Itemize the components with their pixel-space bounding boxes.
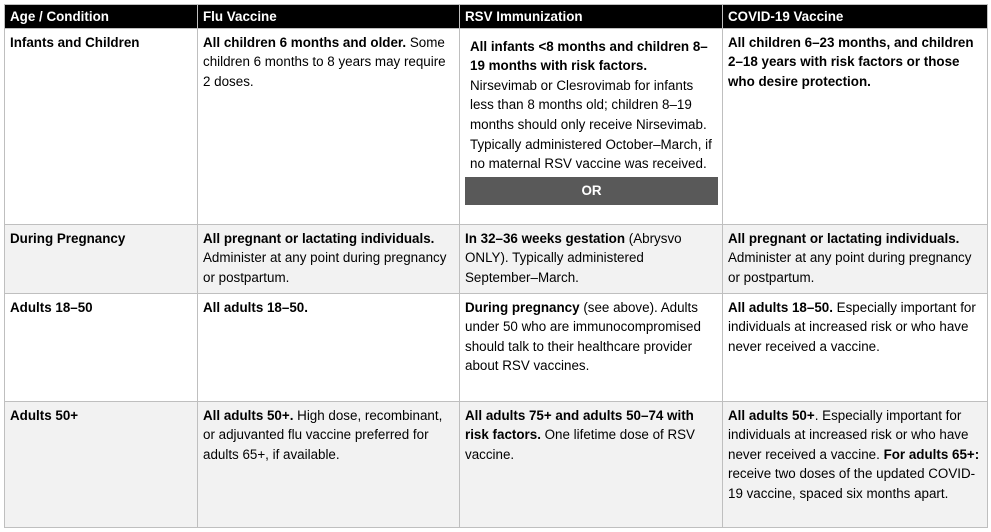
covid-text: . Especially important for individuals at increased risk or who have never received a vaccine.: [728, 407, 969, 462]
covid-text: Administer at any point during pregnancy or postpartum.: [728, 250, 972, 285]
flu-cell: [198, 224, 460, 293]
condition-cell: Adults 18–50: [5, 293, 198, 401]
covid-cell: [723, 28, 988, 224]
rsv-bold-text: During pregnancy: [465, 299, 580, 315]
condition-cell: Adults 50+: [5, 401, 198, 527]
rsv-cell: [460, 293, 723, 401]
condition-cell: During Pregnancy: [5, 224, 198, 293]
header-row: [5, 5, 988, 29]
flu-text: Some children 6 months to 8 years may require 2 doses.: [203, 34, 446, 89]
flu-cell: [198, 28, 460, 224]
rsv-text: Nirsevimab or Clesrovimab for infants less than 8 months old; children 8–19 months should only receive Nirsevimab. Typically administered October–March, if no maternal RSV vaccine was received.: [470, 77, 712, 172]
covid-bold-text: All adults 18–50.: [728, 299, 833, 315]
flu-bold-text: All children 6 months and older.: [203, 34, 407, 50]
rsv-bold-text: In 32–36 weeks gestation: [465, 230, 626, 246]
rsv-text: One lifetime dose of RSV vaccine.: [465, 427, 695, 462]
rsv-bold-text: All infants <8 months and children 8–19 months with risk factors.: [470, 38, 708, 74]
row-adults-18-50: [5, 293, 988, 401]
header-rsv-immunization: RSV Immunization: [460, 5, 723, 29]
row-during-pregnancy: [5, 224, 988, 293]
flu-bold-text: All pregnant or lactating individuals.: [203, 230, 435, 246]
covid-cell: [723, 224, 988, 293]
rsv-text: (see above). Adults under 50 who are immunocompromised should talk to their healthcare provider about RSV vaccines.: [465, 299, 701, 374]
vaccine-recommendations-table: [4, 4, 988, 528]
covid-cell: [723, 401, 988, 527]
covid-bold-text: All children 6–23 months, and children 2–18 years with risk factors or those who desire protection.: [728, 34, 974, 89]
rsv-text: (Abrysvo ONLY). Typically administered September–March.: [465, 230, 682, 285]
covid-bold-text: All pregnant or lactating individuals.: [728, 230, 960, 246]
row-adults-50-plus: [5, 401, 988, 527]
flu-bold-text: All adults 18–50.: [203, 299, 308, 315]
flu-text: High dose, recombinant, or adjuvanted flu vaccine preferred for adults 65+, if available.: [203, 407, 443, 462]
covid-text-2: receive two doses of the updated COVID-19 vaccine, spaced six months apart.: [728, 466, 976, 501]
condition-cell: Infants and Children: [5, 28, 198, 224]
covid-bold-text: All adults 50+: [728, 407, 815, 423]
rsv-cell: [460, 224, 723, 293]
or-divider: OR: [465, 177, 718, 205]
rsv-infant-block: [465, 33, 718, 177]
header-covid-vaccine: COVID-19 Vaccine: [723, 5, 988, 29]
flu-cell: [198, 293, 460, 401]
rsv-cell: [460, 401, 723, 527]
rsv-bold-text: All adults 75+ and adults 50–74 with risk factors.: [465, 407, 694, 443]
rsv-cell: [460, 28, 723, 224]
flu-bold-text: All adults 50+.: [203, 407, 294, 423]
flu-text: Administer at any point during pregnancy or postpartum.: [203, 250, 447, 285]
covid-cell: [723, 293, 988, 401]
covid-bold-text-2: For adults 65+:: [883, 446, 980, 462]
header-age-condition: Age / Condition: [5, 5, 198, 29]
flu-cell: [198, 401, 460, 527]
covid-text: Especially important for individuals at increased risk or who have never received a vaccine.: [728, 299, 976, 354]
header-flu-vaccine: Flu Vaccine: [198, 5, 460, 29]
row-infants-children: [5, 28, 988, 224]
